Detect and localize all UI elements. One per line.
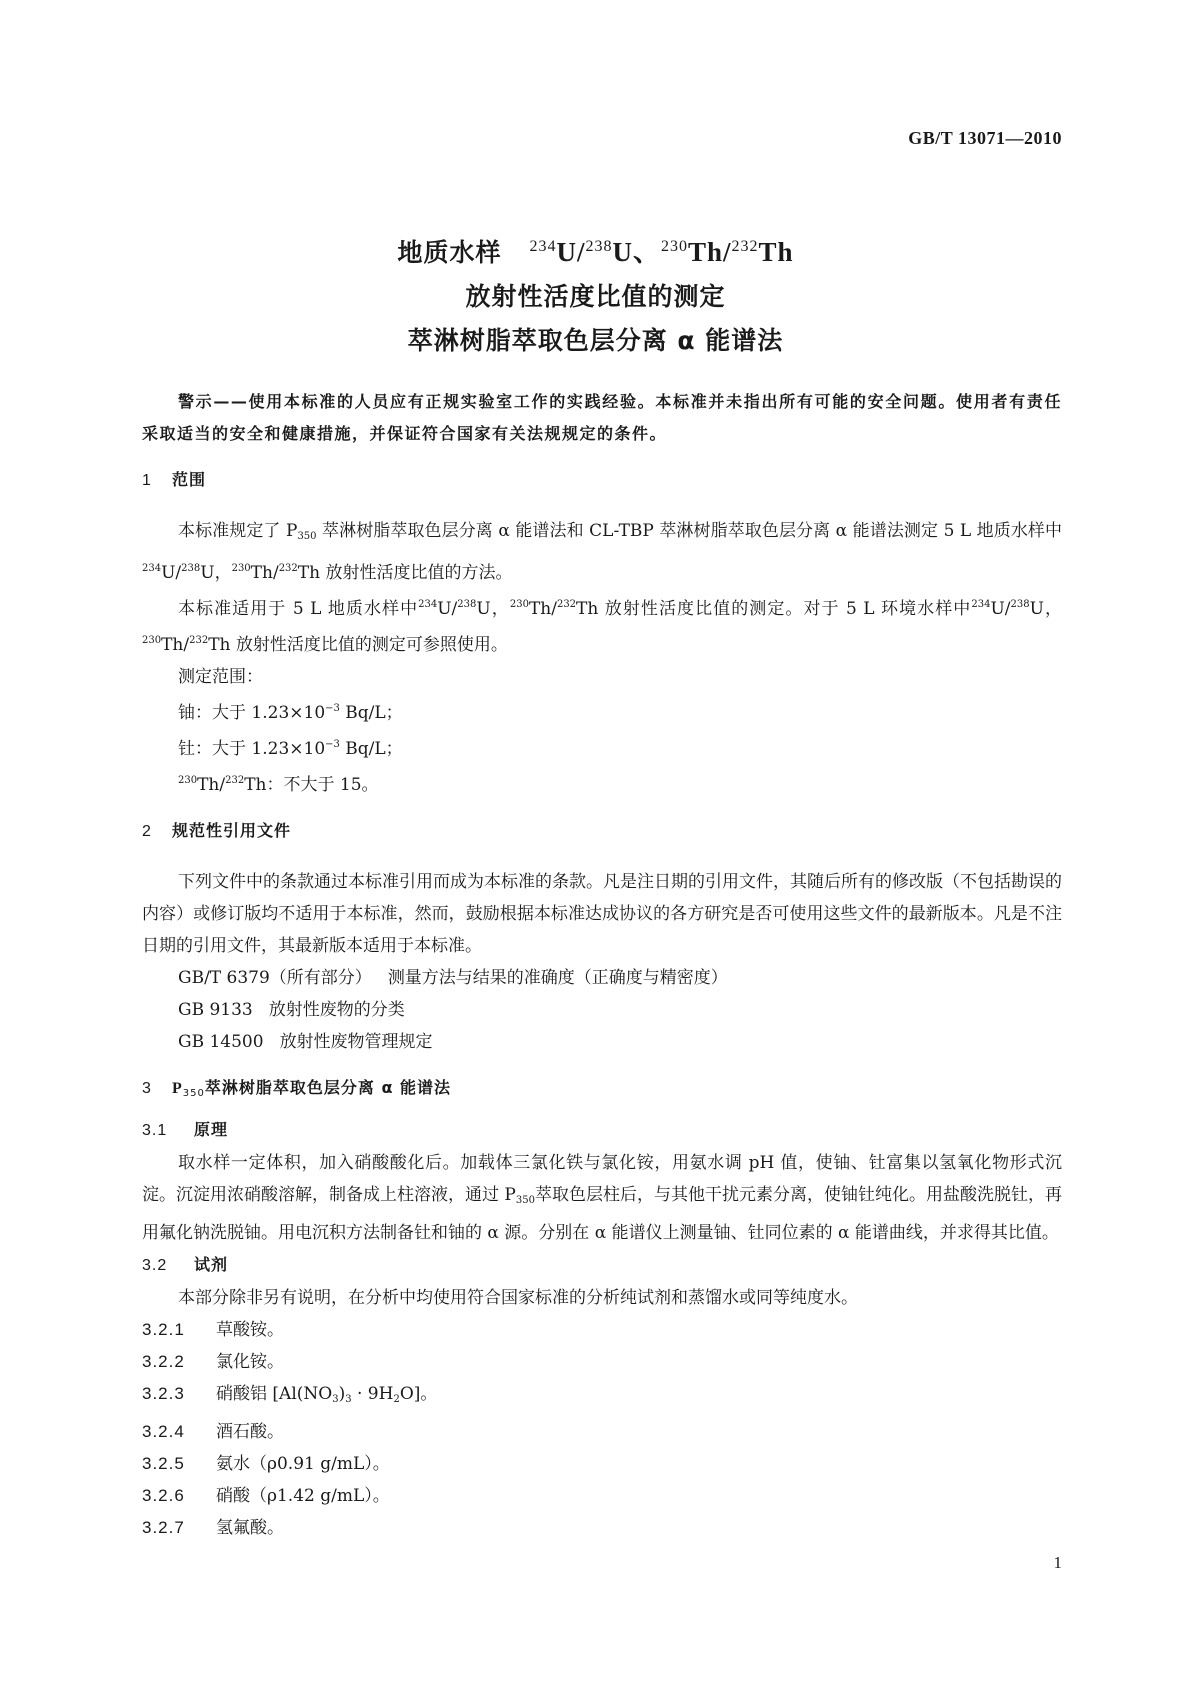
- title-u1: U/: [556, 237, 586, 267]
- title-prefix: 地质水样: [397, 238, 502, 267]
- reagent-item: 3.2.3 硝酸铝 $[Al(NO_3)_3 \cdot 9H_2O]$。: [142, 1384, 438, 1405]
- reagent-item: 3.2.5 氨水（ρ0.91 g/mL）。: [142, 1454, 390, 1474]
- page-number: 1: [1053, 1553, 1062, 1572]
- title-line-1: [0, 225, 1191, 275]
- section-3-2-paragraph: 本部分除非另有说明，在分析中均使用符合国家标准的分析纯试剂和蒸馏水或同等纯度水。: [178, 1288, 858, 1308]
- range-uranium: 铀：大于 $1.23\times 10^{-3}$ Bq/L；: [178, 703, 403, 723]
- title-th2: Th: [758, 237, 794, 267]
- reagent-item: 3.2.1 草酸铵。: [142, 1320, 284, 1340]
- section-1-heading: 1 范围: [142, 470, 207, 489]
- reagent-item: 3.2.6 硝酸（ρ1.42 g/mL）。: [142, 1486, 390, 1506]
- warning-paragraph: 警示——使用本标准的人员应有正规实验室工作的实践经验。本标准并未指出所有可能的安全问题。使用者有责任采取适当的安全和健康措施，并保证符合国家有关法规规定的条件。: [142, 392, 1062, 443]
- reagent-item: 3.2.2 氯化铵。: [142, 1352, 284, 1372]
- isotope-234: 234: [529, 238, 557, 255]
- title-th1: Th/: [687, 237, 732, 267]
- section-2-heading: 2 规范性引用文件: [142, 821, 292, 840]
- section-3-1-heading: 3.1 原理: [142, 1120, 229, 1139]
- section-1-paragraph-2: 本标准适用于 5 L 地质水样中$^{234}$U/$^{238}$U，$^{230}$Th/$^{232}$Th 放射性活度比值的测定。对于 5 L 环境水样中$^{234}$U/$^{238}$U，$^{230}$Th/$^{232}$Th 放射性活度比值的测定可参照使用。: [142, 599, 1062, 655]
- isotope-232: 232: [731, 238, 759, 255]
- reagent-item: 3.2.7 氢氟酸。: [142, 1518, 284, 1538]
- isotope-238: 238: [585, 238, 613, 255]
- section-3-2-heading: 3.2 试剂: [142, 1255, 229, 1274]
- document-body: [142, 386, 1062, 1544]
- range-ratio: $^{230}$Th/$^{232}$Th：不大于 15。: [178, 775, 379, 795]
- reagent-item: 3.2.4 酒石酸。: [142, 1422, 284, 1442]
- range-label: 测定范围：: [178, 667, 263, 687]
- reference-item: GB 9133 放射性废物的分类: [178, 1000, 405, 1020]
- reference-item: GB 14500 放射性废物管理规定: [178, 1032, 433, 1052]
- title-u2: U、: [612, 237, 661, 267]
- title-line-3: 萃淋树脂萃取色层分离 α 能谱法: [407, 326, 784, 355]
- standard-code: GB/T 13071—2010: [908, 128, 1062, 148]
- range-thorium: 钍：大于 $1.23\times 10^{-3}$ Bq/L；: [178, 739, 403, 759]
- section-3-1-paragraph: 取水样一定体积，加入硝酸酸化后。加载体三氯化铁与氯化铵，用氨水调 pH 值，使铀、钍富集以氢氧化物形式沉淀。沉淀用浓硝酸溶解，制备成上柱溶液，通过 $P_{350}$萃取色层柱后，与其他干扰元素分离，使铀钍纯化。用盐酸洗脱钍，再用氟化钠洗脱铀。用电沉积方法制备钍和铀的 α 源。分别在 α 能谱仪上测量铀、钍同位素的 α 能谱曲线，并求得其比值。: [142, 1153, 1063, 1243]
- section-3-heading: 3 $P_{350}$萃淋树脂萃取色层分离 α 能谱法: [142, 1078, 452, 1099]
- document-title: [0, 225, 1191, 363]
- title-line-2: 放射性活度比值的测定: [465, 282, 726, 311]
- section-2-paragraph: 下列文件中的条款通过本标准引用而成为本标准的条款。凡是注日期的引用文件，其随后所有的修改版（不包括勘误的内容）或修订版均不适用于本标准，然而，鼓励根据本标准达成协议的各方研究是否可使用这些文件的最新版本。凡是不注日期的引用文件，其最新版本适用于本标准。: [142, 872, 1062, 956]
- reference-item: GB/T 6379（所有部分） 测量方法与结果的准确度（正确度与精密度）: [178, 968, 728, 988]
- isotope-230: 230: [660, 238, 688, 255]
- section-1-paragraph-1: 本标准规定了 $P_{350}$ 萃淋树脂萃取色层分离 α 能谱法和 CL-TBP 萃淋树脂萃取色层分离 α 能谱法测定 5 L 地质水样中$^{234}$U/$^{238}$U，$^{230}$Th/$^{232}$Th 放射性活度比值的方法。: [142, 521, 1062, 583]
